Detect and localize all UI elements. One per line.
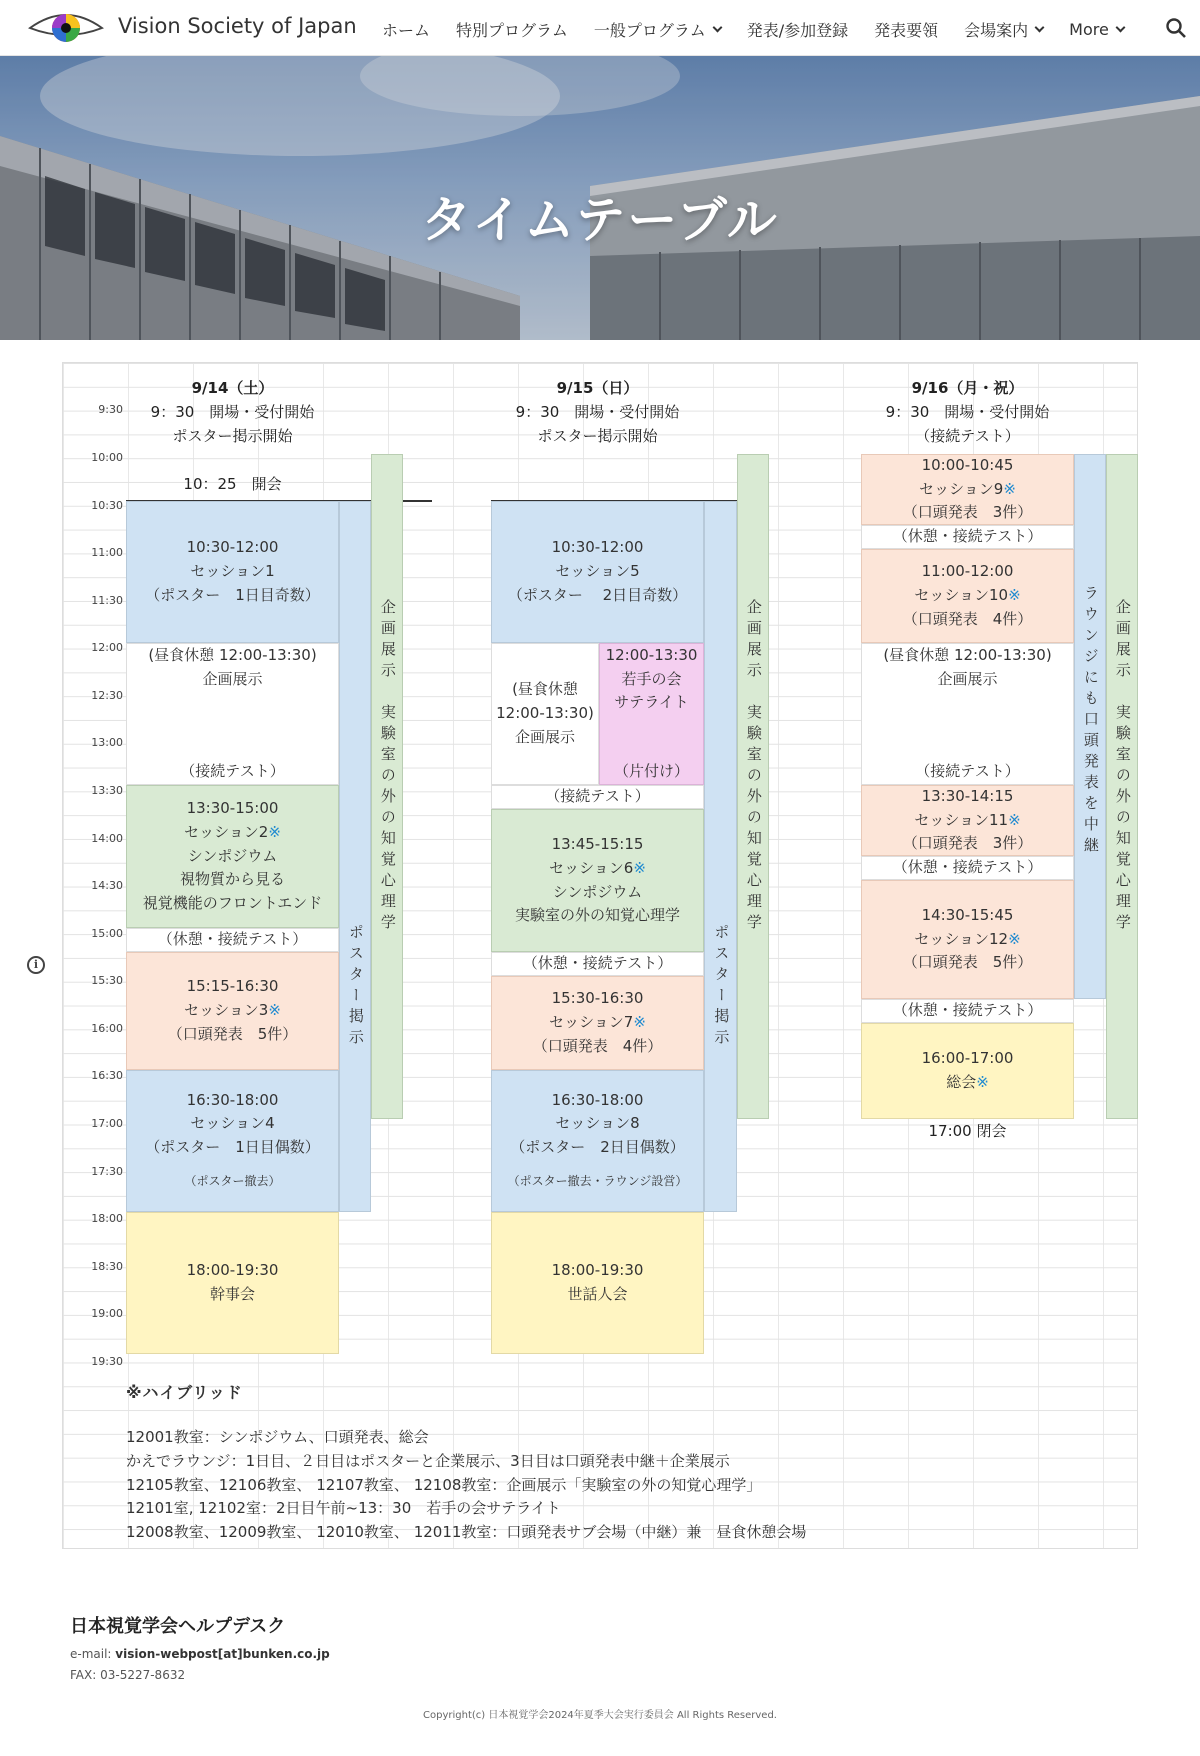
nav-label: 会場案内 <box>964 21 1029 40</box>
time-label: 18:00 <box>91 1212 123 1225</box>
lunch-break <box>491 643 599 785</box>
opening-label: 10：25 開会 <box>183 475 282 493</box>
helpdesk-title: 日本視覚学会ヘルプデスク <box>70 1616 286 1637</box>
session-time: 13:30-14:15 <box>921 786 1014 805</box>
poster-start-label: ポスター掲示開始 <box>172 427 293 445</box>
hybrid-mark: ※ <box>633 858 646 877</box>
session-8 <box>491 1070 704 1212</box>
time-label: 19:30 <box>91 1355 123 1368</box>
nav-home[interactable] <box>382 18 430 41</box>
session-time: 10:30-12:00 <box>186 538 279 557</box>
session-12 <box>861 880 1074 999</box>
session-type: シンポジウム <box>552 882 643 901</box>
time-label: 16:00 <box>91 1022 123 1035</box>
time-label: 19:00 <box>91 1307 123 1320</box>
meeting-time: 16:00-17:00 <box>921 1049 1014 1068</box>
session-detail: （口頭発表 5件） <box>167 1024 298 1043</box>
nav-more[interactable] <box>1069 18 1124 41</box>
satellite-subtitle: サテライト <box>614 693 689 712</box>
time-label: 17:30 <box>91 1165 123 1178</box>
chevron-down-icon <box>1035 23 1045 33</box>
page-title: タイムテーブル <box>421 191 779 249</box>
poster-column-label: ポスター掲示 <box>346 923 365 1050</box>
lunch-label: (昼食休憩 12:00-13:30) <box>148 646 317 664</box>
session-detail: （口頭発表 4件） <box>902 609 1033 628</box>
info-icon[interactable]: i <box>27 956 45 974</box>
nav-label: 発表/参加登録 <box>746 21 849 40</box>
young-researchers-satellite <box>599 643 704 785</box>
room-note: 12105教室、12106教室、 12107教室、 12108教室：企画展示「実験室の外の知覚心理学」 <box>126 1476 762 1494</box>
meeting-time: 18:00-19:30 <box>551 1261 644 1280</box>
day-header: 9/15（日） <box>556 379 639 397</box>
session-4 <box>126 1070 339 1212</box>
time-label: 16:30 <box>91 1069 123 1082</box>
hybrid-mark: ※ <box>1003 479 1016 498</box>
evening-meeting <box>491 1212 704 1354</box>
session-5 <box>491 501 704 643</box>
session-time: 11:00-12:00 <box>921 562 1014 581</box>
time-label: 10:00 <box>91 451 123 464</box>
session-time: 13:45-15:15 <box>551 835 644 854</box>
poster-column <box>704 501 737 1212</box>
eye-logo-icon[interactable] <box>28 8 104 48</box>
exhibit-column <box>737 454 769 1119</box>
session-title: セッション5 <box>555 562 640 581</box>
search-icon[interactable] <box>1165 17 1187 39</box>
session-detail: （口頭発表 3件） <box>902 503 1033 522</box>
session-time: 14:30-15:45 <box>921 905 1014 924</box>
open-label: 9：30 開場・受付開始 <box>150 403 315 421</box>
time-label: 17:00 <box>91 1117 123 1130</box>
nav-label: 特別プログラム <box>456 21 568 40</box>
connection-test-label: （接続テスト） <box>180 762 285 781</box>
exhibit-column-label: 企画展示 実験室の外の知覚心理学 <box>378 598 397 935</box>
break-label: （休憩・接続テスト） <box>861 525 1074 549</box>
session-title: セッション2 <box>184 822 269 841</box>
session-title: セッション10 <box>914 586 1009 605</box>
session-3 <box>126 952 339 1070</box>
session-time: 16:30-18:00 <box>551 1090 644 1109</box>
hybrid-mark: ※ <box>268 1001 281 1020</box>
session-type: シンポジウム <box>187 846 278 865</box>
nav-special-program[interactable] <box>456 18 568 41</box>
cleanup-label: （片付け） <box>613 762 689 781</box>
hybrid-mark: ※ <box>1008 810 1021 829</box>
open-label: 9：30 開場・受付開始 <box>885 403 1050 421</box>
session-title: セッション6 <box>549 858 634 877</box>
room-note: かえでラウンジ：1日目、２日目はポスターと企業展示、3日目は口頭発表中継＋企業展示 <box>126 1452 730 1470</box>
session-title: セッション7 <box>549 1013 634 1032</box>
session-detail: （ポスター 2日目奇数） <box>507 585 688 604</box>
session-note: （ポスター撤去・ラウンジ設営） <box>507 1173 688 1188</box>
chevron-down-icon <box>1115 23 1125 33</box>
poster-start-label: ポスター掲示開始 <box>537 427 658 445</box>
time-label: 11:00 <box>91 546 123 559</box>
session-title: セッション12 <box>914 929 1009 948</box>
satellite-time: 12:00-13:30 <box>605 646 698 664</box>
time-label: 14:30 <box>91 879 123 892</box>
session-9 <box>861 454 1074 525</box>
session-7 <box>491 976 704 1070</box>
session-theme: 視物質から見る <box>179 870 285 889</box>
session-detail: （ポスター 1日目偶数） <box>145 1138 320 1156</box>
session-title: セッション11 <box>914 810 1009 829</box>
nav-registration[interactable] <box>747 18 848 41</box>
session-theme: 視覚機能のフロントエンド <box>142 894 323 913</box>
evening-meeting <box>126 1212 339 1354</box>
exhibit-column <box>1106 454 1138 1119</box>
day-header: 9/16（月・祝） <box>911 379 1024 397</box>
time-label: 15:30 <box>91 974 123 987</box>
closing-label: 17:00 閉会 <box>928 1122 1007 1140</box>
copyright: Copyright(c) 日本視覚学会2024年夏季大会実行委員会 All Rights Reserved. <box>423 1710 777 1721</box>
nav-label: More <box>1069 20 1109 39</box>
helpdesk-fax: FAX: 03-5227-8632 <box>70 1668 186 1682</box>
connection-test-label: （接続テスト） <box>915 427 1020 445</box>
break-label: （休憩・接続テスト） <box>491 952 704 976</box>
lunch-break <box>861 643 1074 785</box>
helpdesk-email <box>70 1647 330 1661</box>
exhibit-column <box>371 454 403 1119</box>
nav-venue[interactable] <box>964 18 1043 41</box>
time-label: 11:30 <box>91 594 123 607</box>
session-title: セッション4 <box>190 1114 275 1133</box>
time-label: 10:30 <box>91 499 123 512</box>
timetable <box>62 362 1138 1549</box>
exhibit-column-label: 企画展示 実験室の外の知覚心理学 <box>744 598 763 935</box>
session-time: 15:30-16:30 <box>551 989 644 1008</box>
top-navigation-bar <box>0 0 1200 56</box>
time-label: 18:30 <box>91 1260 123 1273</box>
session-time: 13:30-15:00 <box>186 799 279 818</box>
break-label: （休憩・接続テスト） <box>861 999 1074 1023</box>
poster-column <box>339 501 371 1212</box>
session-detail: （ポスター 2日目偶数） <box>510 1138 685 1156</box>
session-time: 10:00-10:45 <box>921 455 1014 474</box>
exhibit-column-label: 企画展示 実験室の外の知覚心理学 <box>1113 598 1132 935</box>
day-header: 9/14（土） <box>191 379 274 397</box>
lunch-detail: 企画展示 <box>937 669 998 688</box>
connection-test-label: （接続テスト） <box>915 762 1020 781</box>
time-label: 12:30 <box>91 689 123 702</box>
hybrid-mark: ※ <box>633 1013 646 1032</box>
time-label: 15:00 <box>91 927 123 940</box>
time-label: 14:00 <box>91 832 123 845</box>
session-title: セッション3 <box>184 1001 269 1020</box>
time-label: 13:30 <box>91 784 123 797</box>
hybrid-mark: ※ <box>1008 586 1021 605</box>
session-time: 10:30-12:00 <box>551 538 644 557</box>
lunch-time: 12:00-13:30) <box>496 704 594 723</box>
meeting-title: 総会 <box>946 1073 977 1091</box>
hero-banner <box>0 56 1200 340</box>
session-title: セッション9 <box>919 479 1004 498</box>
room-note: 12101室, 12102室：2日目午前~13：30 若手の会サテライト <box>126 1499 561 1517</box>
satellite-title: 若手の会 <box>621 669 682 688</box>
email-label: e-mail: <box>70 1647 116 1661</box>
session-title: セッション1 <box>190 562 275 581</box>
lunch-label: (昼食休憩 12:00-13:30) <box>883 646 1052 664</box>
lounge-relay-column <box>1074 454 1106 999</box>
meeting-time: 18:00-19:30 <box>186 1261 279 1280</box>
session-note: （ポスター撤去） <box>184 1173 281 1188</box>
nav-label: ホーム <box>382 21 431 40</box>
lunch-break <box>126 643 339 785</box>
nav-label: 一般プログラム <box>593 21 706 40</box>
session-detail: （ポスター 1日目奇数） <box>145 585 320 604</box>
lunch-detail: 企画展示 <box>202 669 263 688</box>
break-label: （休憩・接続テスト） <box>861 856 1074 880</box>
hybrid-note: ※ハイブリッド <box>126 1383 243 1402</box>
session-detail: （口頭発表 3件） <box>902 834 1033 853</box>
open-label: 9：30 開場・受付開始 <box>515 403 680 421</box>
session-6 <box>491 809 704 952</box>
session-11 <box>861 785 1074 856</box>
meeting-title: 幹事会 <box>209 1285 255 1303</box>
email-address[interactable]: vision-webpost[at]bunken.co.jp <box>115 1647 330 1661</box>
lounge-relay-label: ラウンジにも口頭発表を中継 <box>1081 585 1100 858</box>
lunch-label: (昼食休憩 <box>512 680 578 699</box>
connection-test-label: （接続テスト） <box>491 785 704 809</box>
session-2 <box>126 785 339 928</box>
session-time: 15:15-16:30 <box>186 977 279 996</box>
time-label: 13:00 <box>91 736 123 749</box>
time-label: 12:00 <box>91 641 123 654</box>
nav-general-program[interactable] <box>594 18 721 41</box>
session-title: セッション8 <box>555 1114 640 1133</box>
session-theme: 実験室の外の知覚心理学 <box>514 906 680 925</box>
hybrid-mark: ※ <box>268 822 281 841</box>
nav-label: 発表要領 <box>874 21 939 40</box>
nav-presentation-guide[interactable] <box>874 18 938 41</box>
general-meeting <box>861 1023 1074 1119</box>
session-time: 16:30-18:00 <box>186 1090 279 1109</box>
hybrid-mark: ※ <box>1008 929 1021 948</box>
site-title[interactable]: Vision Society of Japan <box>118 14 357 38</box>
break-label: （休憩・接続テスト） <box>126 928 339 952</box>
room-note: 12008教室、12009教室、 12010教室、 12011教室：口頭発表サブ会場（中継）兼 昼食休憩会場 <box>126 1523 807 1541</box>
time-label: 9:30 <box>98 403 123 416</box>
poster-column-label: ポスター掲示 <box>712 923 731 1050</box>
session-10 <box>861 549 1074 643</box>
meeting-title: 世話人会 <box>567 1285 628 1303</box>
session-1 <box>126 501 339 643</box>
hybrid-mark: ※ <box>976 1073 989 1091</box>
chevron-down-icon <box>712 23 722 33</box>
session-detail: （口頭発表 5件） <box>902 953 1033 972</box>
session-detail: （口頭発表 4件） <box>532 1036 663 1055</box>
main-nav <box>382 18 1150 41</box>
lunch-detail: 企画展示 <box>514 727 575 746</box>
room-note: 12001教室：シンポジウム、口頭発表、総会 <box>126 1428 429 1446</box>
